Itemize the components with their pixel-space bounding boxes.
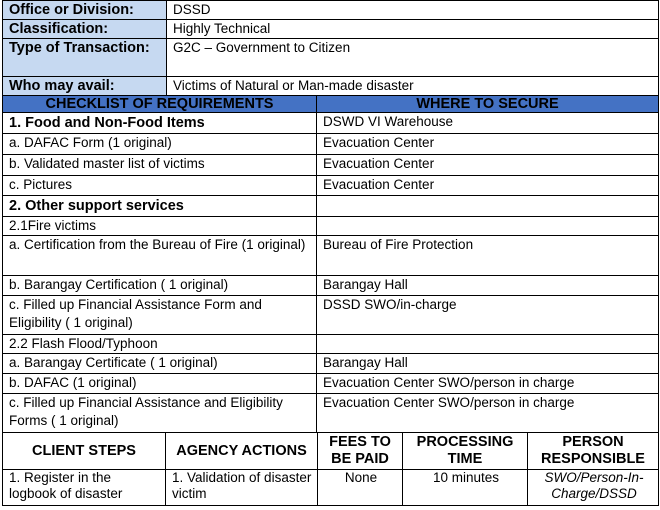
classification-row xyxy=(3,20,659,39)
requirement-cell: a. DAFAC Form (1 original) xyxy=(3,134,317,155)
checklist-row xyxy=(3,374,659,394)
avail-label: Who may avail: xyxy=(3,77,167,96)
checklist-row xyxy=(3,236,659,276)
person-responsible-header: PERSON RESPONSIBLE xyxy=(528,433,659,470)
requirement-cell: 2. Other support services xyxy=(3,196,317,217)
checklist-header-row xyxy=(3,96,659,113)
office-label: Office or Division: xyxy=(3,1,167,20)
checklist-row xyxy=(3,394,659,433)
requirement-cell: c. Filled up Financial Assistance and Eligibility Forms ( 1 original) xyxy=(3,394,317,433)
where-cell xyxy=(317,335,659,354)
fees-header: FEES TO BE PAID xyxy=(318,433,403,470)
where-cell: Bureau of Fire Protection xyxy=(317,236,659,276)
requirement-cell: a. Certification from the Bureau of Fire (1 original) xyxy=(3,236,317,276)
step-row xyxy=(3,470,659,506)
where-cell: Evacuation Center xyxy=(317,176,659,196)
classification-value: Highly Technical xyxy=(167,20,659,39)
where-cell: Evacuation Center SWO/person in charge xyxy=(317,374,659,394)
avail-row xyxy=(3,77,659,96)
checklist-row xyxy=(3,296,659,335)
checklist-row xyxy=(3,276,659,296)
person-responsible-cell: SWO/Person-In-Charge/DSSD xyxy=(528,470,659,506)
requirement-cell: c. Pictures xyxy=(3,176,317,196)
requirement-cell: 1. Food and Non-Food Items xyxy=(3,113,317,134)
where-header: WHERE TO SECURE xyxy=(317,96,659,113)
classification-label: Classification: xyxy=(3,20,167,39)
checklist-table xyxy=(2,95,659,433)
office-row xyxy=(3,1,659,20)
service-info-table xyxy=(2,0,659,96)
requirement-cell: 2.2 Flash Flood/Typhoon xyxy=(3,335,317,354)
transaction-value: G2C – Government to Citizen xyxy=(167,39,659,77)
requirement-cell: b. Validated master list of victims xyxy=(3,155,317,176)
client-step-cell: 1. Register in the logbook of disaster xyxy=(3,470,166,506)
requirement-cell: b. Barangay Certification ( 1 original) xyxy=(3,276,317,296)
fees-cell: None xyxy=(318,470,403,506)
checklist-row xyxy=(3,196,659,217)
checklist-row xyxy=(3,155,659,176)
where-cell: DSWD VI Warehouse xyxy=(317,113,659,134)
client-steps-header: CLIENT STEPS xyxy=(3,433,166,470)
checklist-row xyxy=(3,335,659,354)
steps-header-row xyxy=(3,433,659,470)
transaction-row xyxy=(3,39,659,77)
where-cell: Evacuation Center xyxy=(317,134,659,155)
checklist-row xyxy=(3,134,659,155)
agency-action-cell: 1. Validation of disaster victim xyxy=(166,470,318,506)
steps-table xyxy=(2,432,659,506)
checklist-row xyxy=(3,113,659,134)
requirement-cell: 2.1Fire victims xyxy=(3,217,317,236)
checklist-row xyxy=(3,176,659,196)
where-cell xyxy=(317,196,659,217)
agency-actions-header: AGENCY ACTIONS xyxy=(166,433,318,470)
checklist-row xyxy=(3,354,659,374)
avail-value: Victims of Natural or Man-made disaster xyxy=(167,77,659,96)
processing-time-cell: 10 minutes xyxy=(403,470,528,506)
where-cell: Evacuation Center SWO/person in charge xyxy=(317,394,659,433)
office-value: DSSD xyxy=(167,1,659,20)
where-cell: Evacuation Center xyxy=(317,155,659,176)
transaction-label: Type of Transaction: xyxy=(3,39,167,77)
where-cell: Barangay Hall xyxy=(317,276,659,296)
checklist-row xyxy=(3,217,659,236)
citizen-charter-sheet xyxy=(2,0,658,510)
processing-time-header: PROCESSING TIME xyxy=(403,433,528,470)
requirements-header: CHECKLIST OF REQUIREMENTS xyxy=(3,96,317,113)
where-cell: DSSD SWO/in-charge xyxy=(317,296,659,335)
where-cell xyxy=(317,217,659,236)
requirement-cell: a. Barangay Certificate ( 1 original) xyxy=(3,354,317,374)
where-cell: Barangay Hall xyxy=(317,354,659,374)
requirement-cell: b. DAFAC (1 original) xyxy=(3,374,317,394)
requirement-cell: c. Filled up Financial Assistance Form and Eligibility ( 1 original) xyxy=(3,296,317,335)
